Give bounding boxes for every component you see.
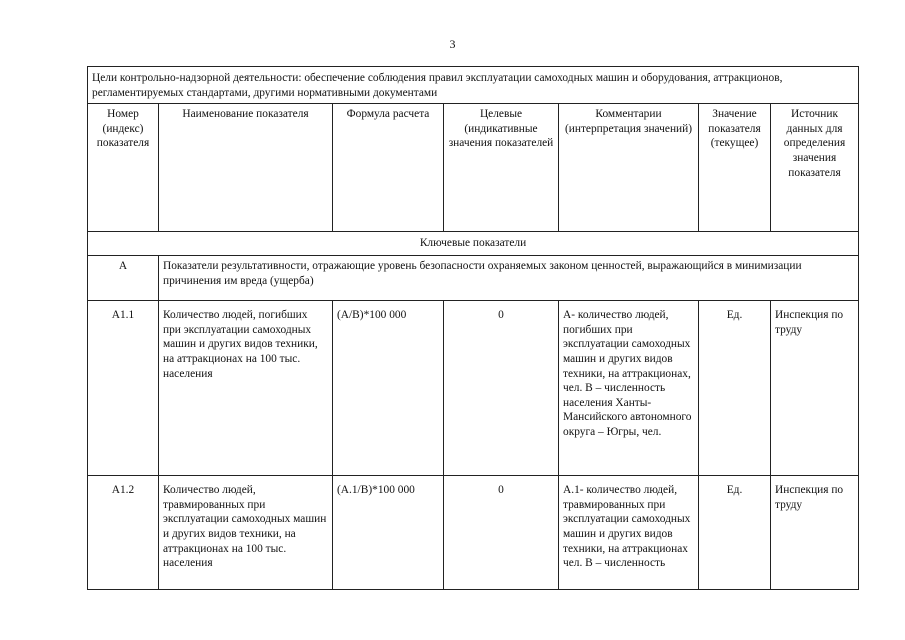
goal-row: [88, 67, 859, 104]
row-value: Ед.: [699, 301, 771, 476]
row-number: А1.2: [88, 476, 159, 590]
header-name: Наименование показателя: [159, 104, 333, 232]
row-formula: (А/В)*100 000: [333, 301, 444, 476]
row-comments: А- количество людей, погибших при эксплуатации самоходных машин и других видов техники, на аттракционах, чел. В – численность населения Ханты-Мансийского автономного округа – Югры, чел.: [559, 301, 699, 476]
table-row: [88, 476, 859, 590]
header-comments: Комментарии (интерпретация значений): [559, 104, 699, 232]
table-row: [88, 301, 859, 476]
row-target: 0: [444, 301, 559, 476]
goal-cell: Цели контрольно-надзорной деятельности: обеспечение соблюдения правил эксплуатации самоходных машин и оборудования, аттракционов, регламентируемых стандартами, другими нормативными документами: [88, 67, 859, 104]
row-source: Инспекция по труду: [771, 301, 859, 476]
row-name: Количество людей, травмированных при эксплуатации самоходных машин и других видов техники, на аттракционах на 100 тыс. населения: [159, 476, 333, 590]
row-target: 0: [444, 476, 559, 590]
row-value: Ед.: [699, 476, 771, 590]
header-value: Значение показателя (текущее): [699, 104, 771, 232]
indicators-table: [87, 66, 859, 590]
header-row: [88, 104, 859, 232]
key-indicators-row: [88, 232, 859, 256]
section-row: [88, 256, 859, 301]
header-formula: Формула расчета: [333, 104, 444, 232]
header-number: Номер (индекс) показателя: [88, 104, 159, 232]
key-indicators-label: Ключевые показатели: [88, 232, 859, 256]
row-formula: (А.1/В)*100 000: [333, 476, 444, 590]
row-name: Количество людей, погибших при эксплуатации самоходных машин и других видов техники, на аттракционах на 100 тыс. населения: [159, 301, 333, 476]
row-number: А1.1: [88, 301, 159, 476]
section-text: Показатели результативности, отражающие уровень безопасности охраняемых законом ценностей, выражающийся в минимизации причинения им вреда (ущерба): [159, 256, 859, 301]
section-code: А: [88, 256, 159, 301]
header-source: Источник данных для определения значения показателя: [771, 104, 859, 232]
page-number: 3: [449, 37, 456, 51]
row-comments: А.1- количество людей, травмированных при эксплуатации самоходных машин и других видов техники, на аттракционах чел. В – численность: [559, 476, 699, 590]
row-source: Инспекция по труду: [771, 476, 859, 590]
header-target: Целевые (индикативные значения показателей: [444, 104, 559, 232]
